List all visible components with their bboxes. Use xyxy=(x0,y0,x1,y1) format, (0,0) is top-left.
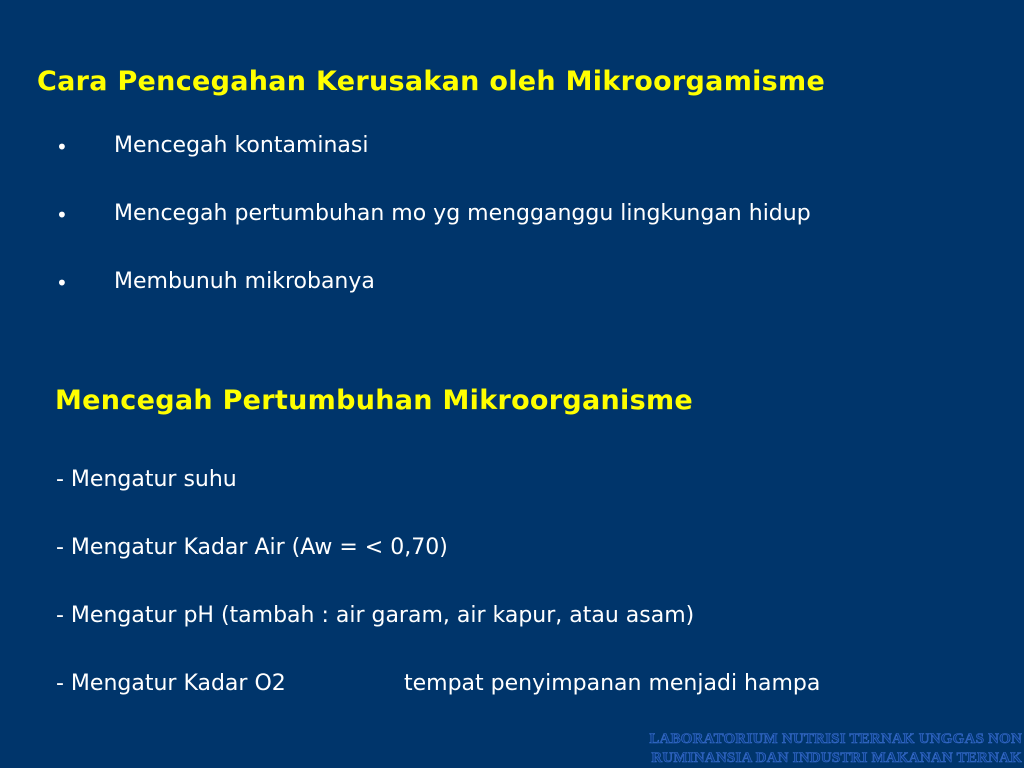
step-note: tempat penyimpanan menjadi hampa xyxy=(404,671,821,696)
step-item xyxy=(56,467,694,535)
footer-lab-name xyxy=(462,730,1022,768)
bullet-marker: • xyxy=(56,271,68,295)
bullet-marker: • xyxy=(56,203,68,227)
section-subtitle: Mencegah Pertumbuhan Mikroorganisme xyxy=(55,385,694,416)
bullet-text: Membunuh mikrobanya xyxy=(114,269,375,294)
step-item xyxy=(56,535,694,603)
slide-title: Cara Pencegahan Kerusakan oleh Mikroorgamisme xyxy=(37,66,826,97)
footer-line-1: LABORATORIUM NUTRISI TERNAK UNGGAS NON xyxy=(649,731,1022,747)
bullet-marker: • xyxy=(56,135,68,159)
bullet-text: Mencegah kontaminasi xyxy=(114,133,369,158)
step-text: - Mengatur pH (tambah : air garam, air kapur, atau asam) xyxy=(56,603,695,628)
step-text: - Mengatur suhu xyxy=(56,467,237,492)
bullet-text: Mencegah pertumbuhan mo yg mengganggu lingkungan hidup xyxy=(114,201,811,226)
step-text: - Mengatur Kadar O2 xyxy=(56,671,286,696)
step-text: - Mengatur Kadar Air (Aw = < 0,70) xyxy=(56,535,448,560)
step-item xyxy=(56,603,694,671)
footer-line-2: RUMINANSIA DAN INDUSTRI MAKANAN TERNAK xyxy=(651,750,1022,766)
step-list xyxy=(56,467,821,739)
step-item xyxy=(56,671,821,739)
